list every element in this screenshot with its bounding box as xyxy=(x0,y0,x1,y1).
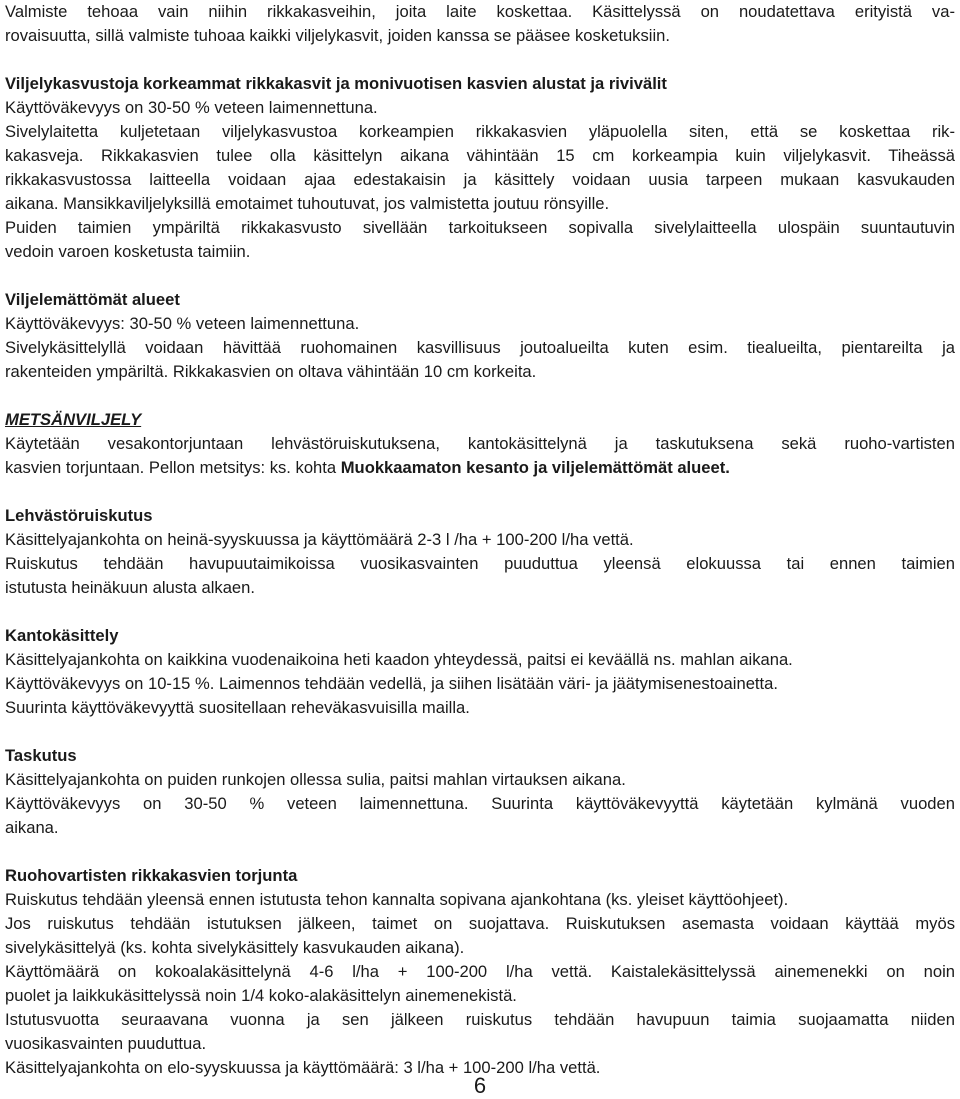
section-heading-forestry: METSÄNVILJELY xyxy=(5,410,142,429)
section-heading-foliar-spray: Lehvästöruiskutus xyxy=(5,506,153,525)
body-line: rikkakasvustossa laitteella voidaan ajaa edestakaisin ja käsittely voidaan uusia tarpeen mukaan kasvukauden xyxy=(5,170,955,189)
body-line: Ruiskutus tehdään yleensä ennen istutusta tehon kannalta sopivana ajankohtana (ks. yleiset käyttöohjeet). xyxy=(5,890,789,909)
body-line: istutusta heinäkuun alusta alkaen. xyxy=(5,578,256,597)
body-line: Puiden taimien ympäriltä rikkakasvusto sivellään tarkoitukseen sopivalla sivelylaitteella ulospäin suuntautuvin xyxy=(5,218,955,237)
body-line: Sivelylaitetta kuljetetaan viljelykasvustoa korkeampien rikkakasvien yläpuolella siten, että se koskettaa rik- xyxy=(5,122,955,141)
section-heading-herbaceous-weeds: Ruohovartisten rikkakasvien torjunta xyxy=(5,866,298,885)
body-line: aikana. xyxy=(5,818,59,837)
body-line: rakenteiden ympäriltä. Rikkakasvien on oltava vähintään 10 cm korkeita. xyxy=(5,362,537,381)
document-page xyxy=(5,0,955,1080)
section-heading-pocketing: Taskutus xyxy=(5,746,77,765)
intro-line: rovaisuutta, sillä valmiste tuhoaa kaikki viljelykasvit, joiden kanssa se pääsee kosketuksiin. xyxy=(5,26,670,45)
body-line: puolet ja laikkukäsittelyssä noin 1/4 koko-alakäsittelyn ainemenekistä. xyxy=(5,986,517,1005)
body-line: Suurinta käyttöväkevyyttä suositellaan reheväkasvuisilla mailla. xyxy=(5,698,470,717)
body-line: kakasveja. Rikkakasvien tulee olla käsittelyn aikana vähintään 15 cm korkeampia kuin viljelykasvit. Tiheässä xyxy=(5,146,955,165)
page-number: 6 xyxy=(473,1073,487,1098)
body-line: Jos ruiskutus tehdään istutuksen jälkeen, taimet on suojattava. Ruiskutuksen asemasta voidaan käyttää myös xyxy=(5,914,955,933)
section-heading-tall-weeds: Viljelykasvustoja korkeammat rikkakasvit ja monivuotisen kasvien alustat ja rivivälit xyxy=(5,74,667,93)
intro-line: Valmiste tehoaa vain niihin rikkakasveihin, joita laite koskettaa. Käsittelyssä on noudatettava erityistä va- xyxy=(5,2,955,21)
body-line: Käyttöväkevyys on 10-15 %. Laimennos tehdään vedellä, ja siihen lisätään väri- ja jäätymisenestoainetta. xyxy=(5,674,778,693)
body-line: Käyttöväkevyys on 30-50 % veteen laimennettuna. Suurinta käyttöväkevyyttä käytetään kylmänä vuoden xyxy=(5,794,955,813)
body-text: kasvien torjuntaan. Pellon metsitys: ks. kohta xyxy=(5,458,341,477)
body-line: Käsittelyajankohta on kaikkina vuodenaikoina heti kaadon yhteydessä, paitsi ei keväällä ns. mahlan aikana. xyxy=(5,650,793,669)
body-line: Käsittelyajankohta on heinä-syyskuussa ja käyttömäärä 2-3 l /ha + 100-200 l/ha vettä. xyxy=(5,530,634,549)
body-line xyxy=(5,456,955,480)
body-line: Käsittelyajankohta on elo-syyskuussa ja käyttömäärä: 3 l/ha + 100-200 l/ha vettä. xyxy=(5,1058,601,1077)
body-line: sivelykäsittelyä (ks. kohta sivelykäsittely kasvukauden aikana). xyxy=(5,938,465,957)
body-line: Sivelykäsittelyllä voidaan hävittää ruohomainen kasvillisuus joutoalueilta kuten esim. tiealueilta, pientareilta ja xyxy=(5,338,955,357)
section-heading-uncultivated: Viljelemättömät alueet xyxy=(5,290,180,309)
body-line: Käyttöväkevyys on 30-50 % veteen laimennettuna. xyxy=(5,98,378,117)
body-line: Käyttömäärä on kokoalakäsittelynä 4-6 l/ha + 100-200 l/ha vettä. Kaistalekäsittelyssä ainemenekki on noin xyxy=(5,962,955,981)
body-line: Käsittelyajankohta on puiden runkojen ollessa sulia, paitsi mahlan virtauksen aikana. xyxy=(5,770,626,789)
section-heading-stump-treatment: Kantokäsittely xyxy=(5,626,119,645)
body-line: Käytetään vesakontorjuntaan lehvästöruiskutuksena, kantokäsittelynä ja taskutuksena sekä ruoho-vartisten xyxy=(5,434,955,453)
body-line: aikana. Mansikkaviljelyksillä emotaimet tuhoutuvat, jos valmistetta joutuu rönsyille. xyxy=(5,194,610,213)
body-line: vuosikasvainten puuduttua. xyxy=(5,1034,207,1053)
body-line: Käyttöväkevyys: 30-50 % veteen laimennettuna. xyxy=(5,314,360,333)
bold-reference: Muokkaamaton kesanto ja viljelemättömät alueet. xyxy=(340,458,730,477)
body-line: Istutusvuotta seuraavana vuonna ja sen jälkeen ruiskutus tehdään havupuun taimia suojaamatta niiden xyxy=(5,1010,955,1029)
body-line: Ruiskutus tehdään havupuutaimikoissa vuosikasvainten puuduttua yleensä elokuussa tai ennen taimien xyxy=(5,554,955,573)
body-line: vedoin varoen kosketusta taimiin. xyxy=(5,242,251,261)
